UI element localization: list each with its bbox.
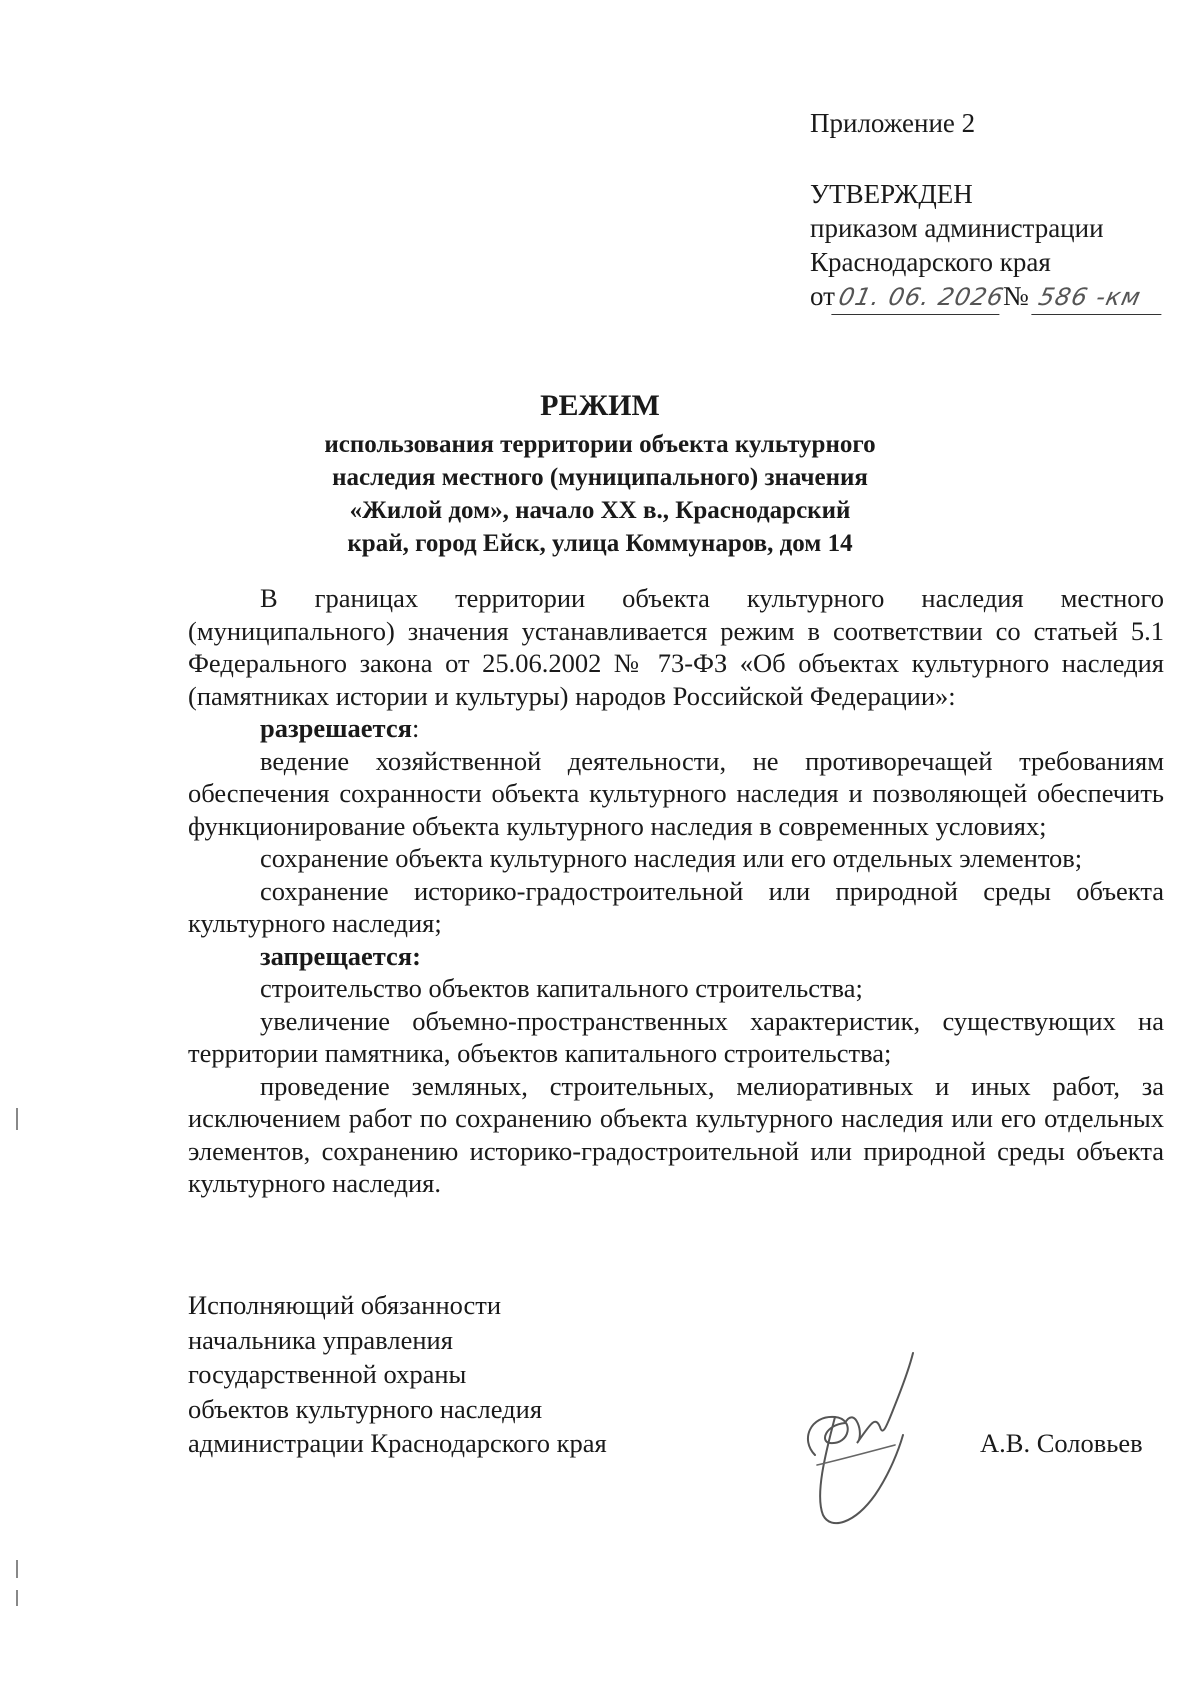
approved-label: УТВЕРЖДЕН: [810, 179, 973, 209]
title-main: РЕЖИМ: [540, 389, 660, 422]
document-body: [188, 582, 1164, 1200]
forbidden-item: увеличение объемно-пространственных характеристик, существующих на территории памятника, объектов капитального строительства;: [188, 1005, 1164, 1068]
allowed-item: сохранение объекта культурного наследия или его отдельных элементов;: [260, 843, 1083, 873]
allowed-heading: [188, 712, 1164, 745]
signer-name: А.В. Соловьев: [980, 1428, 1143, 1458]
margin-mark: [16, 1590, 18, 1606]
from-label: от: [810, 281, 835, 311]
title-line: наследия местного (муниципального) значения: [332, 464, 868, 491]
forbidden-item: строительство объектов капитального строительства;: [260, 973, 863, 1003]
signer-line: администрации Краснодарского края: [188, 1428, 607, 1458]
intro-paragraph: В границах территории объекта культурного наследия местного (муниципального) значения устанавливается режим в соответствии со статьей 5.1 Федерального закона от 25.06.2002 № 73-ФЗ «Об объектах культурного наследия (памятниках истории и культуры) народов Российской Федерации»:: [188, 583, 1164, 711]
signer-line: объектов культурного наследия: [188, 1393, 543, 1424]
allowed-heading-colon: :: [411, 713, 420, 743]
document-title: [240, 388, 960, 560]
approved-by-line-1: приказом администрации: [810, 213, 1104, 243]
approved-by-line-2: Краснодарского края: [810, 247, 1051, 277]
margin-mark: [16, 1560, 18, 1578]
approval-block: [810, 106, 1180, 315]
signer-line: начальника управления: [188, 1324, 453, 1355]
order-date-number: [810, 279, 1180, 315]
title-line: «Жилой дом», начало XX в., Краснодарский: [349, 497, 851, 524]
title-line: край, город Ейск, улица Коммунаров, дом 14: [347, 530, 853, 557]
margin-mark: [16, 1108, 18, 1130]
allowed-item: ведение хозяйственной деятельности, не противоречащей требованиям обеспечения сохранности объекта культурного наследия и позволяющей обеспечить функционирование объекта культурного наследия в современных условиях;: [188, 745, 1164, 841]
signer-position: [188, 1288, 607, 1461]
signer-line: Исполняющий обязанности: [188, 1290, 502, 1320]
forbidden-heading: запрещается:: [260, 940, 421, 971]
appendix-label: Приложение 2: [810, 108, 976, 138]
signer-line: государственной охраны: [188, 1359, 467, 1389]
number-label: №: [1002, 281, 1029, 311]
order-number: 586 -км: [1032, 280, 1169, 315]
handwritten-signature: [795, 1345, 925, 1535]
allowed-item: сохранение историко-градостроительной или природной среды объекта культурного наследия;: [188, 875, 1164, 938]
order-date: 01. 06. 2026: [831, 280, 1006, 315]
title-line: использования территории объекта культурного: [324, 431, 876, 458]
forbidden-item: проведение земляных, строительных, мелиоративных и иных работ, за исключением работ по сохранению объекта культурного наследия или его отдельных элементов, сохранению историко-градостроительной или природной среды объекта культурного наследия.: [188, 1070, 1164, 1198]
allowed-heading-text: разрешается: [260, 713, 412, 743]
